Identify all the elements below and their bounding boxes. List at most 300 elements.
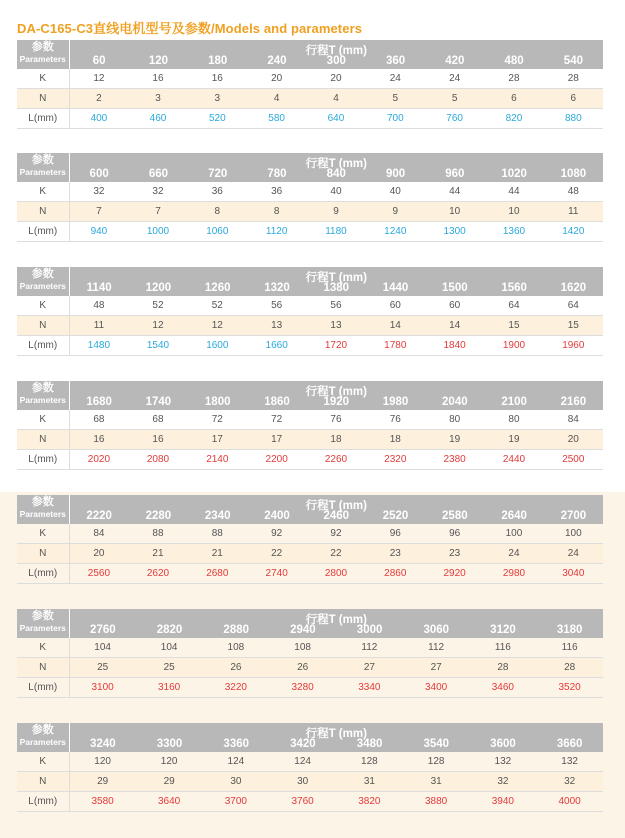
stroke-value: 1020: [501, 168, 527, 180]
stroke-title: 行程T (mm): [305, 500, 367, 512]
k-value: 64: [544, 296, 603, 316]
stroke-value: 1260: [204, 282, 231, 294]
row-label: L(mm): [17, 564, 69, 584]
n-row: [17, 544, 603, 564]
parameter-table: [17, 609, 603, 698]
parameters-label-cn: 参数: [31, 154, 54, 166]
stroke-value: 180: [208, 55, 228, 67]
k-value: 96: [366, 524, 425, 544]
parameter-table: [17, 495, 603, 584]
k-value: 16: [128, 69, 187, 89]
stroke-value: 1380: [323, 282, 350, 294]
row-label: N: [17, 772, 69, 792]
length-value: 460: [128, 109, 187, 129]
n-row: [17, 202, 603, 222]
stroke-value: 3180: [556, 624, 583, 636]
n-value: 23: [425, 544, 484, 564]
stroke-value: 2340: [204, 510, 231, 522]
length-value: 820: [484, 109, 543, 129]
n-value: 17: [247, 430, 306, 450]
parameters-header-cell: [17, 153, 69, 182]
length-row: [17, 109, 603, 129]
parameters-label-cn: 参数: [31, 496, 54, 508]
n-value: 28: [536, 658, 603, 678]
stroke-header-cell: [69, 495, 603, 524]
length-value: 3700: [203, 792, 270, 812]
n-value: 5: [366, 89, 425, 109]
stroke-value: 900: [385, 168, 406, 180]
stroke-header-cell: [69, 381, 603, 410]
parameter-table: [17, 153, 603, 242]
length-value: 1720: [306, 336, 365, 356]
stroke-title: 行程T (mm): [305, 45, 367, 57]
k-value: 128: [336, 752, 403, 772]
row-label: K: [17, 752, 69, 772]
length-row: [17, 564, 603, 584]
k-row: [17, 752, 603, 772]
stroke-value: 2580: [442, 510, 468, 522]
n-row: [17, 89, 603, 109]
stroke-value: 1140: [86, 282, 112, 294]
stroke-value: 1680: [86, 396, 112, 408]
length-value: 3820: [336, 792, 403, 812]
parameter-table: [17, 40, 603, 129]
k-value: 76: [366, 410, 425, 430]
row-label: K: [17, 638, 69, 658]
length-value: 2740: [247, 564, 306, 584]
length-value: 940: [69, 222, 128, 242]
stroke-value: 2400: [264, 510, 290, 522]
k-value: 44: [484, 182, 543, 202]
n-value: 14: [366, 316, 425, 336]
row-label: N: [17, 202, 69, 222]
stroke-value: 300: [326, 55, 346, 67]
k-value: 56: [306, 296, 365, 316]
n-value: 8: [188, 202, 247, 222]
length-value: 1660: [247, 336, 306, 356]
stroke-header-cell: [69, 40, 603, 69]
stroke-value: 840: [326, 168, 346, 180]
stroke-value: 1080: [560, 168, 587, 180]
n-value: 32: [536, 772, 603, 792]
stroke-value: 2460: [323, 510, 350, 522]
length-value: 640: [306, 109, 365, 129]
k-value: 16: [188, 69, 247, 89]
parameters-label-cn: 参数: [31, 610, 54, 622]
n-value: 12: [188, 316, 247, 336]
n-value: 26: [269, 658, 336, 678]
length-value: 1360: [484, 222, 543, 242]
k-value: 92: [247, 524, 306, 544]
n-value: 7: [128, 202, 187, 222]
n-value: 31: [403, 772, 470, 792]
stroke-value: 1800: [204, 396, 231, 408]
k-value: 108: [203, 638, 270, 658]
k-value: 20: [306, 69, 365, 89]
length-value: 3580: [69, 792, 136, 812]
k-value: 60: [425, 296, 484, 316]
row-label: K: [17, 524, 69, 544]
length-value: 1780: [366, 336, 425, 356]
k-value: 104: [136, 638, 203, 658]
length-row: [17, 336, 603, 356]
stroke-value: 3420: [290, 738, 316, 750]
length-value: 1600: [188, 336, 247, 356]
stroke-title: 行程T (mm): [305, 728, 367, 740]
length-value: 3880: [403, 792, 470, 812]
k-value: 112: [403, 638, 470, 658]
k-value: 132: [536, 752, 603, 772]
row-label: K: [17, 182, 69, 202]
k-value: 80: [484, 410, 543, 430]
k-row: [17, 524, 603, 544]
stroke-value: 420: [445, 55, 465, 67]
n-value: 4: [247, 89, 306, 109]
parameter-table: [17, 381, 603, 470]
parameters-label-en: Parameters: [19, 281, 66, 291]
length-value: 1540: [128, 336, 187, 356]
stroke-value: 2700: [560, 510, 587, 522]
k-value: 52: [188, 296, 247, 316]
n-row: [17, 658, 603, 678]
n-value: 29: [69, 772, 136, 792]
length-row: [17, 222, 603, 242]
length-value: 2680: [188, 564, 247, 584]
n-value: 21: [128, 544, 187, 564]
k-value: 44: [425, 182, 484, 202]
stroke-value: 3060: [423, 624, 450, 636]
parameter-table: [17, 267, 603, 356]
length-value: 760: [425, 109, 484, 129]
parameters-label-cn: 参数: [31, 268, 54, 280]
parameters-label-en: Parameters: [19, 737, 66, 747]
parameters-label-en: Parameters: [19, 623, 66, 633]
row-label: L(mm): [17, 336, 69, 356]
length-value: 1420: [544, 222, 603, 242]
n-value: 15: [484, 316, 543, 336]
stroke-title: 行程T (mm): [305, 614, 367, 626]
length-value: 2800: [306, 564, 365, 584]
k-value: 84: [544, 410, 603, 430]
n-value: 18: [366, 430, 425, 450]
k-value: 120: [69, 752, 136, 772]
parameters-header-cell: [17, 609, 69, 638]
length-value: 1180: [306, 222, 365, 242]
stroke-value: 240: [267, 55, 287, 67]
parameters-label-en: Parameters: [19, 395, 66, 405]
stroke-value: 3480: [356, 738, 383, 750]
n-value: 26: [203, 658, 270, 678]
stroke-value: 1920: [323, 396, 350, 408]
n-row: [17, 772, 603, 792]
parameters-header-cell: [17, 267, 69, 296]
length-row: [17, 678, 603, 698]
parameters-label-en: Parameters: [19, 54, 66, 64]
k-row: [17, 69, 603, 89]
header-row: [17, 495, 603, 524]
header-row: [17, 40, 603, 69]
stroke-value: 720: [208, 168, 228, 180]
k-value: 84: [69, 524, 128, 544]
n-value: 27: [403, 658, 470, 678]
k-value: 120: [136, 752, 203, 772]
n-value: 8: [247, 202, 306, 222]
parameter-table: [17, 723, 603, 812]
n-value: 20: [544, 430, 603, 450]
k-value: 24: [366, 69, 425, 89]
k-value: 36: [247, 182, 306, 202]
n-value: 27: [336, 658, 403, 678]
n-value: 29: [136, 772, 203, 792]
header-row: [17, 153, 603, 182]
n-value: 30: [269, 772, 336, 792]
stroke-value: 1740: [145, 396, 172, 408]
length-value: 3640: [136, 792, 203, 812]
length-value: 3400: [403, 678, 470, 698]
length-value: 3340: [336, 678, 403, 698]
row-label: L(mm): [17, 222, 69, 242]
parameters-header-cell: [17, 381, 69, 410]
n-value: 19: [484, 430, 543, 450]
stroke-value: 2160: [560, 396, 587, 408]
k-value: 68: [128, 410, 187, 430]
k-value: 104: [69, 638, 136, 658]
n-value: 30: [203, 772, 270, 792]
stroke-value: 1560: [501, 282, 527, 294]
length-value: 3040: [544, 564, 603, 584]
k-value: 112: [336, 638, 403, 658]
stroke-header-cell: [69, 153, 603, 182]
length-value: 700: [366, 109, 425, 129]
stroke-value: 2040: [442, 396, 468, 408]
row-label: L(mm): [17, 109, 69, 129]
n-value: 31: [336, 772, 403, 792]
k-value: 24: [425, 69, 484, 89]
k-value: 124: [269, 752, 336, 772]
stroke-value: 660: [148, 168, 169, 180]
k-value: 40: [306, 182, 365, 202]
k-value: 60: [366, 296, 425, 316]
stroke-title: 行程T (mm): [305, 158, 367, 170]
n-value: 14: [425, 316, 484, 336]
k-value: 32: [128, 182, 187, 202]
n-value: 28: [470, 658, 537, 678]
stroke-value: 1320: [264, 282, 290, 294]
stroke-value: 3660: [556, 738, 583, 750]
k-row: [17, 638, 603, 658]
stroke-value: 1440: [382, 282, 409, 294]
row-label: N: [17, 316, 69, 336]
k-row: [17, 296, 603, 316]
parameters-label-cn: 参数: [31, 724, 54, 736]
length-value: 1840: [425, 336, 484, 356]
stroke-value: 3600: [490, 738, 516, 750]
stroke-value: 2760: [90, 624, 116, 636]
length-value: 2320: [366, 450, 425, 470]
stroke-header-cell: [69, 609, 603, 638]
n-value: 20: [69, 544, 128, 564]
k-value: 28: [544, 69, 603, 89]
n-value: 16: [69, 430, 128, 450]
stroke-value: 960: [445, 168, 465, 180]
length-value: 2500: [544, 450, 603, 470]
length-value: 3160: [136, 678, 203, 698]
length-value: 1480: [69, 336, 128, 356]
stroke-value: 60: [92, 55, 106, 67]
stroke-value: 3000: [356, 624, 383, 636]
n-value: 6: [484, 89, 543, 109]
length-value: 580: [247, 109, 306, 129]
stroke-value: 360: [385, 55, 406, 67]
n-value: 9: [306, 202, 365, 222]
stroke-value: 3300: [156, 738, 183, 750]
row-label: L(mm): [17, 450, 69, 470]
parameters-header-cell: [17, 723, 69, 752]
stroke-value: 3540: [423, 738, 450, 750]
stroke-header-cell: [69, 723, 603, 752]
n-value: 16: [128, 430, 187, 450]
k-value: 88: [188, 524, 247, 544]
stroke-value: 2820: [156, 624, 183, 636]
k-value: 12: [69, 69, 128, 89]
k-value: 32: [69, 182, 128, 202]
parameters-header-cell: [17, 495, 69, 524]
n-value: 5: [425, 89, 484, 109]
length-row: [17, 792, 603, 812]
n-value: 11: [544, 202, 603, 222]
length-value: 3940: [470, 792, 537, 812]
stroke-value: 3360: [223, 738, 250, 750]
stroke-value: 2100: [501, 396, 527, 408]
stroke-value: 3240: [90, 738, 116, 750]
k-value: 116: [536, 638, 603, 658]
length-value: 3220: [203, 678, 270, 698]
n-value: 22: [247, 544, 306, 564]
k-value: 36: [188, 182, 247, 202]
stroke-value: 600: [89, 168, 109, 180]
row-label: K: [17, 296, 69, 316]
length-value: 2080: [128, 450, 187, 470]
k-value: 116: [470, 638, 537, 658]
length-value: 2020: [69, 450, 128, 470]
k-row: [17, 410, 603, 430]
k-value: 56: [247, 296, 306, 316]
k-value: 40: [366, 182, 425, 202]
length-value: 3520: [536, 678, 603, 698]
n-value: 13: [306, 316, 365, 336]
header-row: [17, 609, 603, 638]
k-value: 108: [269, 638, 336, 658]
stroke-value: 1500: [442, 282, 468, 294]
stroke-value: 1200: [145, 282, 172, 294]
n-value: 6: [544, 89, 603, 109]
k-value: 72: [188, 410, 247, 430]
k-value: 88: [128, 524, 187, 544]
length-value: 2560: [69, 564, 128, 584]
length-value: 1060: [188, 222, 247, 242]
k-value: 68: [69, 410, 128, 430]
stroke-value: 3120: [490, 624, 516, 636]
row-label: L(mm): [17, 678, 69, 698]
n-value: 9: [366, 202, 425, 222]
stroke-value: 780: [267, 168, 287, 180]
n-value: 24: [484, 544, 543, 564]
n-value: 25: [69, 658, 136, 678]
length-value: 1300: [425, 222, 484, 242]
k-value: 100: [484, 524, 543, 544]
stroke-value: 1860: [264, 396, 290, 408]
stroke-value: 540: [563, 55, 583, 67]
k-value: 96: [425, 524, 484, 544]
stroke-header-cell: [69, 267, 603, 296]
length-value: 2440: [484, 450, 543, 470]
parameters-header-cell: [17, 40, 69, 69]
n-value: 19: [425, 430, 484, 450]
k-value: 80: [425, 410, 484, 430]
parameters-label-cn: 参数: [31, 41, 54, 53]
k-value: 28: [484, 69, 543, 89]
length-value: 2200: [247, 450, 306, 470]
n-value: 11: [69, 316, 128, 336]
row-label: N: [17, 430, 69, 450]
n-value: 13: [247, 316, 306, 336]
length-value: 2920: [425, 564, 484, 584]
parameters-label-en: Parameters: [19, 509, 66, 519]
n-value: 15: [544, 316, 603, 336]
length-value: 1000: [128, 222, 187, 242]
n-row: [17, 316, 603, 336]
length-value: 4000: [536, 792, 603, 812]
length-value: 1900: [484, 336, 543, 356]
length-value: 2620: [128, 564, 187, 584]
n-row: [17, 430, 603, 450]
length-value: 400: [69, 109, 128, 129]
k-value: 48: [544, 182, 603, 202]
k-value: 64: [484, 296, 543, 316]
stroke-value: 2280: [145, 510, 172, 522]
header-row: [17, 723, 603, 752]
n-value: 21: [188, 544, 247, 564]
stroke-value: 1980: [382, 396, 409, 408]
n-value: 3: [128, 89, 187, 109]
stroke-title: 行程T (mm): [305, 386, 367, 398]
parameters-label-cn: 参数: [31, 382, 54, 394]
n-value: 3: [188, 89, 247, 109]
stroke-value: 2520: [382, 510, 409, 522]
k-value: 100: [544, 524, 603, 544]
header-row: [17, 267, 603, 296]
length-value: 2380: [425, 450, 484, 470]
row-label: N: [17, 658, 69, 678]
k-value: 52: [128, 296, 187, 316]
n-value: 25: [136, 658, 203, 678]
n-value: 10: [425, 202, 484, 222]
n-value: 17: [188, 430, 247, 450]
row-label: N: [17, 89, 69, 109]
length-value: 1960: [544, 336, 603, 356]
header-row: [17, 381, 603, 410]
n-value: 32: [470, 772, 537, 792]
length-value: 880: [544, 109, 603, 129]
n-value: 12: [128, 316, 187, 336]
stroke-value: 2940: [290, 624, 316, 636]
n-value: 2: [69, 89, 128, 109]
stroke-value: 480: [504, 55, 524, 67]
n-value: 22: [306, 544, 365, 564]
row-label: K: [17, 69, 69, 89]
k-value: 76: [306, 410, 365, 430]
row-label: N: [17, 544, 69, 564]
